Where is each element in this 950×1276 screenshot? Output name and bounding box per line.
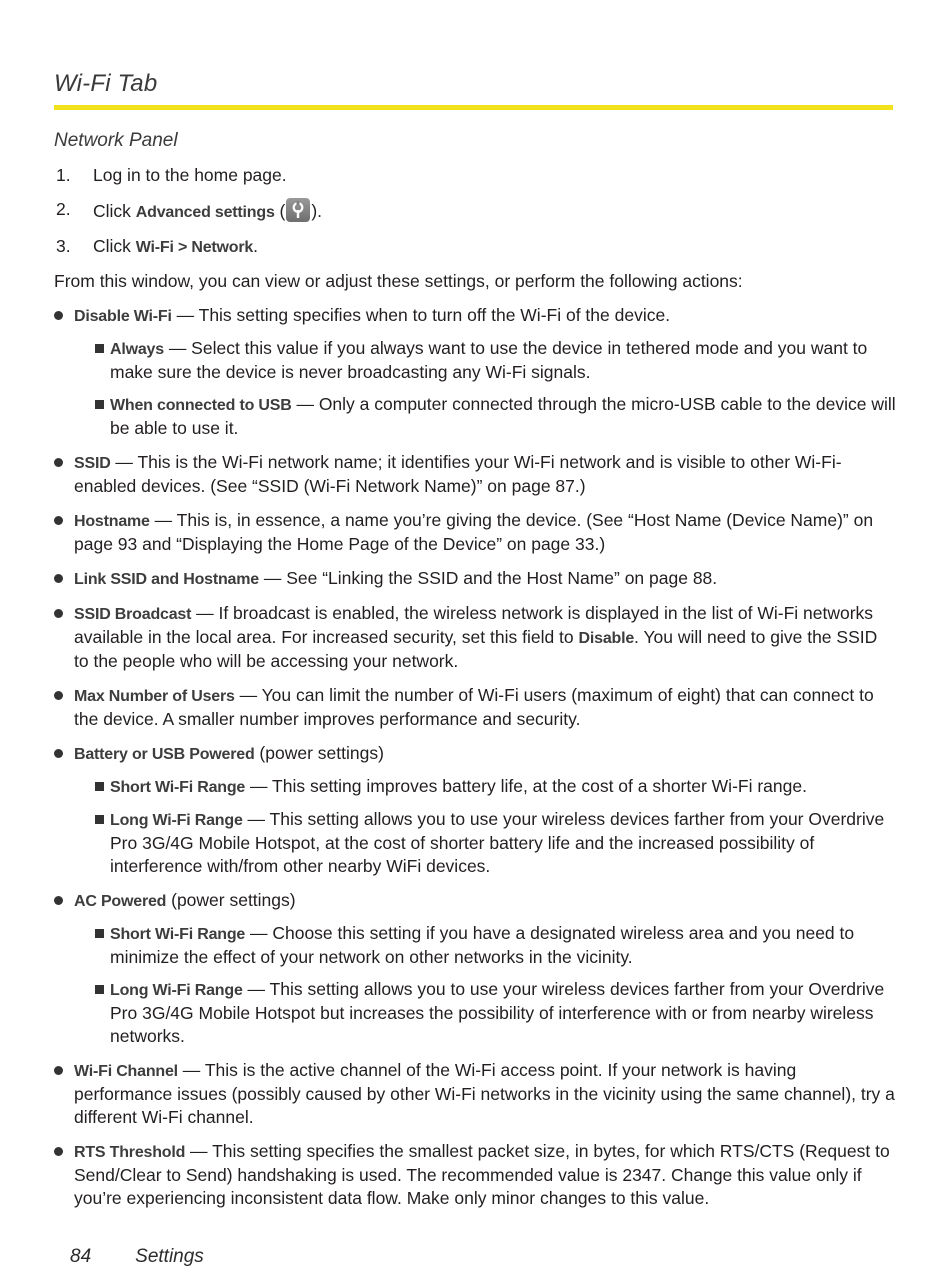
page-footer — [70, 1246, 204, 1268]
list-item-disable-wifi — [54, 304, 896, 328]
step-text-pre: Click — [93, 236, 136, 256]
item-text: — This is, in essence, a name you’re giving the device. (See “Host Name (Device Name)” on page 93 and “Displaying the Home Page of the Device” on page 33.) — [74, 510, 874, 554]
item-term: Short Wi-Fi Range — [110, 779, 246, 796]
list-item-hostname — [54, 509, 896, 556]
item-inline-term: Disable — [578, 630, 635, 647]
step-text-post: . — [253, 236, 258, 256]
item-term: Wi-Fi Channel — [74, 1063, 178, 1080]
step-text-post: ). — [311, 201, 323, 221]
sub-item-battery-long-range — [54, 808, 896, 878]
item-text: — Choose this setting if you have a designated wireless area and you need to minimize the effect of your network on other networks in the vicinity. — [110, 923, 855, 967]
list-item-rts-threshold — [54, 1140, 896, 1210]
list-item-ssid — [54, 451, 896, 498]
item-text: (power settings) — [166, 890, 296, 910]
item-term: When connected to USB — [110, 397, 292, 414]
advanced-settings-gear-icon — [286, 198, 310, 222]
item-term: Battery or USB Powered — [74, 746, 255, 763]
item-text: — Only a computer connected through the micro-USB cable to the device will be able to use it. — [110, 394, 896, 438]
bullet-square — [95, 929, 104, 938]
title-underline-rule — [54, 105, 893, 110]
item-text: — This setting allows you to use your wireless devices farther from your Overdrive Pro 3G/4G Mobile Hotspot, at the cost of shorter battery life and the increased possibility of interference with/from other nearby WiFi devices. — [110, 809, 885, 876]
list-item-wifi-channel — [54, 1059, 896, 1129]
item-term: AC Powered — [74, 893, 167, 910]
item-term: Long Wi-Fi Range — [110, 812, 243, 829]
bullet-dot — [54, 574, 63, 583]
bullet-dot — [54, 896, 63, 905]
item-term: Disable Wi-Fi — [74, 308, 172, 325]
item-term: SSID Broadcast — [74, 606, 192, 623]
bullet-square — [95, 400, 104, 409]
sub-item-ac-long-range — [54, 978, 896, 1048]
list-item-battery-powered — [54, 742, 896, 766]
sub-item-ac-short-range — [54, 922, 896, 969]
item-term: SSID — [74, 455, 111, 472]
item-text: (power settings) — [254, 743, 384, 763]
item-term: Hostname — [74, 513, 150, 530]
bullet-dot — [54, 609, 63, 618]
step-number: 1. — [56, 165, 71, 185]
item-text: — This is the Wi-Fi network name; it identifies your Wi-Fi network and is visible to other Wi-Fi-enabled devices. (See “SSID (Wi-Fi Network Name)” on page 87.) — [74, 452, 842, 496]
step-term: Wi-Fi > Network — [135, 239, 254, 256]
item-text: — This setting specifies when to turn off the Wi-Fi of the device. — [171, 305, 671, 325]
item-text: — This setting specifies the smallest packet size, in bytes, for which RTS/CTS (Request to Send/Clear to Send) handshaking is used. The recommended value is 2347. Change this value only if you’re experiencing inconsistent data flow. Make only minor changes to this value. — [74, 1141, 890, 1208]
sub-item-always — [54, 337, 896, 384]
bullet-square — [95, 985, 104, 994]
item-text: . You will need to give the SSID to the people who will be accessing your network. — [74, 627, 878, 671]
bullet-dot — [54, 749, 63, 758]
footer-section-name: Settings — [135, 1246, 204, 1267]
item-text: — See “Linking the SSID and the Host Name” on page 88. — [258, 568, 718, 588]
list-item-ssid-broadcast — [54, 602, 896, 673]
item-text: — This is the active channel of the Wi-Fi access point. If your network is having performance issues (possibly caused by other Wi-Fi networks in the vicinity using the same channel), try a different Wi-Fi channel. — [74, 1060, 895, 1127]
item-term: RTS Threshold — [74, 1144, 186, 1161]
item-term: Short Wi-Fi Range — [110, 926, 246, 943]
item-text: — You can limit the number of Wi-Fi users (maximum of eight) that can connect to the device. A smaller number improves performance and security. — [74, 685, 874, 729]
bullet-dot — [54, 1066, 63, 1075]
sub-item-when-connected-usb — [54, 393, 896, 440]
bullet-dot — [54, 458, 63, 467]
bullet-dot — [54, 1147, 63, 1156]
item-term: Long Wi-Fi Range — [110, 982, 243, 999]
step-1 — [54, 164, 896, 187]
list-item-ac-powered — [54, 889, 896, 913]
step-term: Advanced settings — [135, 204, 275, 221]
list-item-max-users — [54, 684, 896, 731]
sub-item-battery-short-range — [54, 775, 896, 799]
bullet-square — [95, 815, 104, 824]
item-term: Always — [110, 341, 164, 358]
item-term: Max Number of Users — [74, 688, 235, 705]
step-3 — [54, 235, 896, 259]
bullet-dot — [54, 516, 63, 525]
content-body — [54, 164, 896, 1221]
item-text: — If broadcast is enabled, the wireless network is displayed in the list of Wi-Fi networks available in the local area. For increased security, set this field to — [74, 603, 874, 647]
section-title: Network Panel — [54, 130, 178, 151]
bullet-square — [95, 344, 104, 353]
item-text: — This setting allows you to use your wireless devices farther from your Overdrive Pro 3G/4G Mobile Hotspot but increases the possibility of interference with or from nearby wireless networks. — [110, 979, 885, 1046]
step-text: Log in to the home page. — [93, 165, 287, 185]
page-title: Wi-Fi Tab — [54, 70, 158, 97]
step-2 — [54, 198, 896, 224]
step-text-paren: ( — [274, 201, 286, 221]
list-item-link-ssid-hostname — [54, 567, 896, 591]
item-term: Link SSID and Hostname — [74, 571, 259, 588]
item-text: — This setting improves battery life, at the cost of a shorter Wi-Fi range. — [245, 776, 807, 796]
item-text: — Select this value if you always want to use the device in tethered mode and you want to make sure the device is never broadcasting any Wi-Fi signals. — [110, 338, 868, 382]
step-text-pre: Click — [93, 201, 136, 221]
bullet-dot — [54, 311, 63, 320]
bullet-dot — [54, 691, 63, 700]
bullet-square — [95, 782, 104, 791]
step-number: 3. — [56, 236, 71, 256]
step-number: 2. — [56, 199, 71, 219]
page-number: 84 — [70, 1246, 92, 1267]
intro-paragraph: From this window, you can view or adjust these settings, or perform the following actions: — [54, 271, 743, 291]
